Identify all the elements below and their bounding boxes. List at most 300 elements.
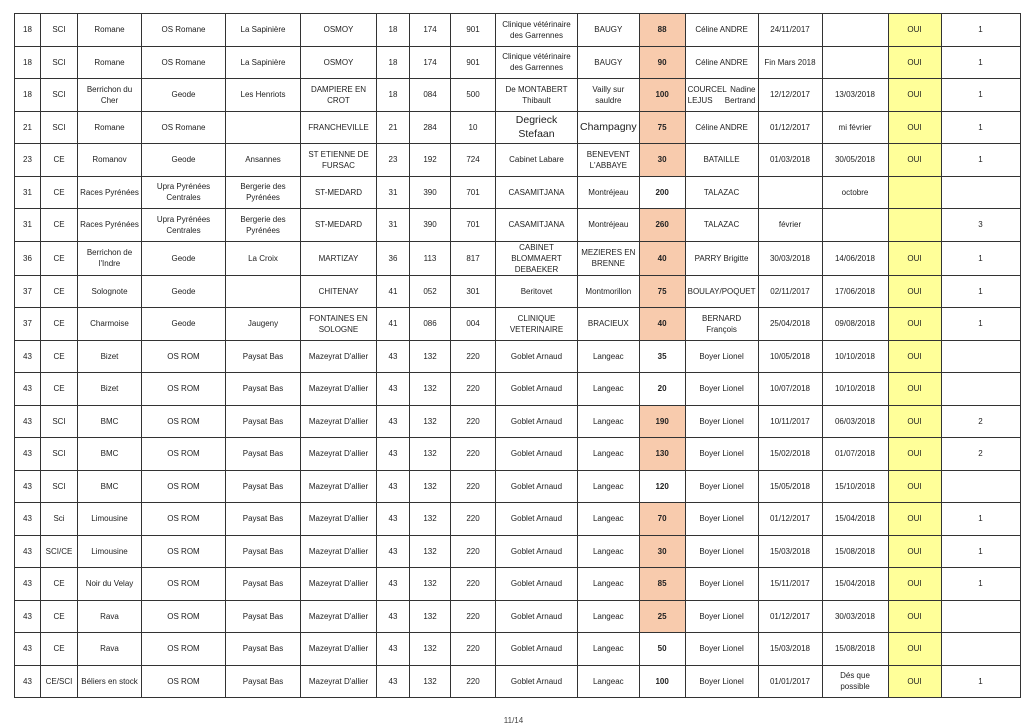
cell-organisation: OS ROM: [142, 405, 226, 438]
cell-start-date: 10/05/2018: [758, 340, 822, 373]
cell-dept-code: 43: [377, 503, 410, 536]
cell-farm-code: 220: [451, 470, 496, 503]
cell-end-date: 15/04/2018: [822, 503, 888, 536]
cell-count: 190: [639, 405, 685, 438]
cell-breed: BMC: [78, 405, 142, 438]
cell-farm: Paysat Bas: [226, 568, 301, 601]
cell-breed: BMC: [78, 470, 142, 503]
table-row: [15, 79, 1021, 112]
cell-commune-code: 132: [410, 438, 451, 471]
cell-dept: 31: [15, 176, 41, 209]
cell-end-date: octobre: [822, 176, 888, 209]
cell-dept: 43: [15, 340, 41, 373]
cell-quantity: 1: [941, 144, 1020, 177]
cell-quantity: [941, 176, 1020, 209]
cell-farm: Paysat Bas: [226, 438, 301, 471]
cell-commune: OSMOY: [301, 14, 377, 47]
cell-commune-code: 132: [410, 405, 451, 438]
cell-farm: Ansannes: [226, 144, 301, 177]
cell-organisation: OS ROM: [142, 503, 226, 536]
cell-type: CE/SCI: [41, 665, 78, 698]
cell-vet: Goblet Arnaud: [496, 535, 578, 568]
cell-start-date: 12/12/2017: [758, 79, 822, 112]
cell-type: CE: [41, 144, 78, 177]
table-row: [15, 176, 1021, 209]
cell-dept-code: 18: [377, 79, 410, 112]
cell-farm-code: 220: [451, 405, 496, 438]
cell-commune: Mazeyrat D'allier: [301, 373, 377, 406]
cell-breed: Bizet: [78, 373, 142, 406]
cell-status: OUI: [888, 144, 941, 177]
cell-start-date: 15/02/2018: [758, 438, 822, 471]
cell-commune: Mazeyrat D'allier: [301, 470, 377, 503]
cell-end-date: 15/08/2018: [822, 633, 888, 666]
cell-dept-code: 21: [377, 111, 410, 144]
table-row: [15, 275, 1021, 308]
cell-technician: Boyer Lionel: [685, 405, 758, 438]
cell-farm: Bergerie des Pyrénées: [226, 209, 301, 242]
cell-commune-code: 132: [410, 340, 451, 373]
cell-status: OUI: [888, 405, 941, 438]
cell-start-date: 10/07/2018: [758, 373, 822, 406]
cell-organisation: Geode: [142, 144, 226, 177]
cell-quantity: [941, 633, 1020, 666]
cell-technician: Boyer Lionel: [685, 503, 758, 536]
table-body: [15, 14, 1021, 698]
cell-status: OUI: [888, 308, 941, 341]
table-row: [15, 535, 1021, 568]
cell-dept-code: 43: [377, 340, 410, 373]
cell-quantity: [941, 373, 1020, 406]
cell-count: 75: [639, 275, 685, 308]
cell-farm-code: 10: [451, 111, 496, 144]
cell-vet: Goblet Arnaud: [496, 600, 578, 633]
cell-commune-code: 113: [410, 241, 451, 275]
cell-commune-code: 132: [410, 568, 451, 601]
cell-quantity: 1: [941, 275, 1020, 308]
cell-technician: Céline ANDRE: [685, 111, 758, 144]
cell-type: CE: [41, 308, 78, 341]
cell-start-date: 15/03/2018: [758, 633, 822, 666]
cell-farm-code: 817: [451, 241, 496, 275]
cell-end-date: 15/04/2018: [822, 568, 888, 601]
cell-dept-code: 31: [377, 209, 410, 242]
table-row: [15, 503, 1021, 536]
cell-vet-town: Langeac: [578, 665, 640, 698]
cell-farm-code: 004: [451, 308, 496, 341]
cell-dept-code: 43: [377, 470, 410, 503]
cell-breed: Béliers en stock: [78, 665, 142, 698]
cell-count: 40: [639, 308, 685, 341]
cell-organisation: Geode: [142, 308, 226, 341]
cell-breed: Berrichon du Cher: [78, 79, 142, 112]
cell-organisation: OS ROM: [142, 568, 226, 601]
cell-count: 30: [639, 144, 685, 177]
cell-end-date: 10/10/2018: [822, 373, 888, 406]
cell-dept: 23: [15, 144, 41, 177]
cell-status: OUI: [888, 241, 941, 275]
cell-dept: 18: [15, 14, 41, 47]
cell-count: 30: [639, 535, 685, 568]
table-row: [15, 470, 1021, 503]
cell-vet: Beritovet: [496, 275, 578, 308]
cell-breed: Bizet: [78, 340, 142, 373]
cell-vet-town: Langeac: [578, 600, 640, 633]
cell-technician: Boyer Lionel: [685, 665, 758, 698]
cell-count: 70: [639, 503, 685, 536]
cell-start-date: 01/03/2018: [758, 144, 822, 177]
cell-quantity: 1: [941, 535, 1020, 568]
cell-commune-code: 390: [410, 176, 451, 209]
cell-dept: 21: [15, 111, 41, 144]
cell-status: OUI: [888, 79, 941, 112]
cell-organisation: OS ROM: [142, 470, 226, 503]
cell-start-date: 01/12/2017: [758, 503, 822, 536]
page-number: 11/14: [503, 716, 524, 725]
cell-farm: Paysat Bas: [226, 405, 301, 438]
cell-dept-code: 41: [377, 275, 410, 308]
cell-quantity: 1: [941, 308, 1020, 341]
cell-start-date: 01/12/2017: [758, 600, 822, 633]
cell-technician: COURCEL Nadine LEJUS Bertrand: [685, 79, 758, 112]
cell-organisation: OS Romane: [142, 111, 226, 144]
cell-start-date: 01/01/2017: [758, 665, 822, 698]
cell-breed: Romane: [78, 14, 142, 47]
table-row: [15, 14, 1021, 47]
cell-farm-code: 901: [451, 46, 496, 79]
cell-farm-code: 220: [451, 600, 496, 633]
cell-start-date: 01/12/2017: [758, 111, 822, 144]
cell-count: 260: [639, 209, 685, 242]
cell-vet-town: Langeac: [578, 373, 640, 406]
cell-organisation: OS Romane: [142, 14, 226, 47]
cell-farm-code: 220: [451, 633, 496, 666]
cell-breed: Races Pyrénées: [78, 176, 142, 209]
cell-vet-town: Langeac: [578, 503, 640, 536]
cell-organisation: Upra Pyrénées Centrales: [142, 209, 226, 242]
cell-type: SCI/CE: [41, 535, 78, 568]
cell-end-date: 30/03/2018: [822, 600, 888, 633]
cell-start-date: 10/11/2017: [758, 405, 822, 438]
cell-organisation: Geode: [142, 241, 226, 275]
cell-commune-code: 284: [410, 111, 451, 144]
cell-dept: 43: [15, 470, 41, 503]
cell-vet-town: Champagny: [578, 111, 640, 144]
cell-end-date: 10/10/2018: [822, 340, 888, 373]
cell-breed: Romane: [78, 46, 142, 79]
cell-commune-code: 390: [410, 209, 451, 242]
cell-status: [888, 176, 941, 209]
cell-count: 85: [639, 568, 685, 601]
cell-breed: Limousine: [78, 503, 142, 536]
cell-commune: OSMOY: [301, 46, 377, 79]
cell-farm-code: 220: [451, 373, 496, 406]
cell-quantity: [941, 470, 1020, 503]
cell-commune: ST-MEDARD: [301, 209, 377, 242]
cell-farm: Paysat Bas: [226, 470, 301, 503]
cell-status: OUI: [888, 14, 941, 47]
cell-vet: Clinique vétérinaire des Garrennes: [496, 46, 578, 79]
cell-dept-code: 43: [377, 438, 410, 471]
cell-commune: CHITENAY: [301, 275, 377, 308]
cell-commune-code: 132: [410, 470, 451, 503]
cell-end-date: 17/06/2018: [822, 275, 888, 308]
cell-count: 120: [639, 470, 685, 503]
cell-farm: Paysat Bas: [226, 600, 301, 633]
cell-quantity: [941, 600, 1020, 633]
table-row: [15, 665, 1021, 698]
cell-commune: Mazeyrat D'allier: [301, 600, 377, 633]
cell-vet-town: Montréjeau: [578, 209, 640, 242]
cell-status: OUI: [888, 470, 941, 503]
cell-commune: FONTAINES EN SOLOGNE: [301, 308, 377, 341]
cell-status: OUI: [888, 275, 941, 308]
cell-breed: Races Pyrénées: [78, 209, 142, 242]
cell-vet-town: Langeac: [578, 633, 640, 666]
cell-dept: 43: [15, 503, 41, 536]
cell-dept-code: 43: [377, 568, 410, 601]
cell-organisation: Geode: [142, 79, 226, 112]
cell-start-date: 15/03/2018: [758, 535, 822, 568]
cell-commune: Mazeyrat D'allier: [301, 340, 377, 373]
cell-vet: CABINET BLOMMAERT DEBAEKER: [496, 241, 578, 275]
cell-technician: TALAZAC: [685, 176, 758, 209]
cell-quantity: 1: [941, 241, 1020, 275]
cell-breed: Noir du Velay: [78, 568, 142, 601]
cell-dept: 37: [15, 275, 41, 308]
cell-vet-town: Langeac: [578, 340, 640, 373]
cell-vet: Goblet Arnaud: [496, 665, 578, 698]
cell-end-date: 30/05/2018: [822, 144, 888, 177]
spreadsheet-page: [14, 13, 1021, 698]
cell-count: 90: [639, 46, 685, 79]
cell-vet: Goblet Arnaud: [496, 503, 578, 536]
cell-quantity: [941, 340, 1020, 373]
cell-end-date: 14/06/2018: [822, 241, 888, 275]
cell-quantity: 1: [941, 503, 1020, 536]
cell-dept-code: 36: [377, 241, 410, 275]
table-row: [15, 209, 1021, 242]
cell-status: OUI: [888, 438, 941, 471]
cell-commune-code: 086: [410, 308, 451, 341]
cell-technician: Boyer Lionel: [685, 373, 758, 406]
table-row: [15, 438, 1021, 471]
cell-commune: Mazeyrat D'allier: [301, 535, 377, 568]
cell-quantity: 1: [941, 111, 1020, 144]
cell-farm: Paysat Bas: [226, 665, 301, 698]
cell-type: SCI: [41, 111, 78, 144]
cell-farm-code: 701: [451, 209, 496, 242]
cell-commune-code: 084: [410, 79, 451, 112]
cell-technician: Boyer Lionel: [685, 568, 758, 601]
cell-organisation: OS ROM: [142, 373, 226, 406]
cell-status: OUI: [888, 665, 941, 698]
cell-dept: 43: [15, 373, 41, 406]
cell-farm: Jaugeny: [226, 308, 301, 341]
cell-start-date: 30/03/2018: [758, 241, 822, 275]
cell-organisation: OS ROM: [142, 600, 226, 633]
cell-quantity: 2: [941, 405, 1020, 438]
cell-status: OUI: [888, 340, 941, 373]
cell-count: 100: [639, 665, 685, 698]
cell-farm: Les Henriots: [226, 79, 301, 112]
cell-status: OUI: [888, 46, 941, 79]
cell-farm-code: 220: [451, 438, 496, 471]
cell-count: 200: [639, 176, 685, 209]
cell-end-date: 15/10/2018: [822, 470, 888, 503]
table-row: [15, 340, 1021, 373]
cell-farm-code: 701: [451, 176, 496, 209]
cell-dept: 37: [15, 308, 41, 341]
cell-dept: 18: [15, 79, 41, 112]
cell-count: 50: [639, 633, 685, 666]
cell-dept: 43: [15, 438, 41, 471]
cell-technician: Boyer Lionel: [685, 600, 758, 633]
cell-quantity: 1: [941, 14, 1020, 47]
cell-breed: Rava: [78, 600, 142, 633]
cell-vet-town: Langeac: [578, 568, 640, 601]
cell-commune: ST ETIENNE DE FURSAC: [301, 144, 377, 177]
cell-technician: PARRY Brigitte: [685, 241, 758, 275]
cell-breed: Romanov: [78, 144, 142, 177]
cell-dept: 43: [15, 600, 41, 633]
cell-breed: Charmoise: [78, 308, 142, 341]
cell-type: Sci: [41, 503, 78, 536]
table-row: [15, 144, 1021, 177]
table-row: [15, 405, 1021, 438]
cell-organisation: OS ROM: [142, 535, 226, 568]
cell-technician: Boyer Lionel: [685, 438, 758, 471]
cell-count: 20: [639, 373, 685, 406]
cell-commune-code: 132: [410, 373, 451, 406]
cell-commune: Mazeyrat D'allier: [301, 503, 377, 536]
cell-farm: La Croix: [226, 241, 301, 275]
cell-vet: Goblet Arnaud: [496, 568, 578, 601]
cell-farm-code: 220: [451, 568, 496, 601]
cell-vet: Cabinet Labare: [496, 144, 578, 177]
cell-farm-code: 220: [451, 665, 496, 698]
cell-commune-code: 192: [410, 144, 451, 177]
cell-type: SCI: [41, 470, 78, 503]
cell-status: OUI: [888, 373, 941, 406]
cell-farm-code: 724: [451, 144, 496, 177]
cell-farm-code: 901: [451, 14, 496, 47]
cell-count: 130: [639, 438, 685, 471]
cell-quantity: 3: [941, 209, 1020, 242]
cell-technician: BATAILLE: [685, 144, 758, 177]
cell-vet: CLINIQUE VETERINAIRE: [496, 308, 578, 341]
cell-vet-town: Montmorillon: [578, 275, 640, 308]
cell-dept-code: 18: [377, 14, 410, 47]
cell-end-date: 06/03/2018: [822, 405, 888, 438]
cell-end-date: 09/08/2018: [822, 308, 888, 341]
cell-start-date: 02/11/2017: [758, 275, 822, 308]
cell-technician: Boyer Lionel: [685, 633, 758, 666]
cell-commune: ST-MEDARD: [301, 176, 377, 209]
cell-end-date: [822, 46, 888, 79]
cell-end-date: 01/07/2018: [822, 438, 888, 471]
cell-dept-code: 31: [377, 176, 410, 209]
table-row: [15, 373, 1021, 406]
cell-type: CE: [41, 176, 78, 209]
cell-farm: Bergerie des Pyrénées: [226, 176, 301, 209]
cell-type: SCI: [41, 46, 78, 79]
cell-commune: Mazeyrat D'allier: [301, 568, 377, 601]
cell-dept: 36: [15, 241, 41, 275]
cell-dept: 43: [15, 633, 41, 666]
cell-farm-code: 220: [451, 503, 496, 536]
cell-commune: FRANCHEVILLE: [301, 111, 377, 144]
cell-commune: DAMPIERE EN CROT: [301, 79, 377, 112]
cell-count: 75: [639, 111, 685, 144]
cell-breed: BMC: [78, 438, 142, 471]
cell-dept: 43: [15, 405, 41, 438]
cell-type: CE: [41, 241, 78, 275]
cell-breed: Romane: [78, 111, 142, 144]
cell-vet: Goblet Arnaud: [496, 438, 578, 471]
cell-vet-town: BAUGY: [578, 46, 640, 79]
cell-commune: Mazeyrat D'allier: [301, 665, 377, 698]
cell-breed: Limousine: [78, 535, 142, 568]
cell-commune-code: 132: [410, 633, 451, 666]
cell-start-date: 25/04/2018: [758, 308, 822, 341]
cell-farm: [226, 111, 301, 144]
cell-dept-code: 43: [377, 535, 410, 568]
cell-vet-town: Montréjeau: [578, 176, 640, 209]
cell-count: 88: [639, 14, 685, 47]
cell-end-date: [822, 209, 888, 242]
cell-vet-town: Langeac: [578, 405, 640, 438]
cell-technician: Céline ANDRE: [685, 14, 758, 47]
cell-farm: Paysat Bas: [226, 340, 301, 373]
cell-dept: 18: [15, 46, 41, 79]
cell-vet: De MONTABERT Thibault: [496, 79, 578, 112]
cell-type: CE: [41, 600, 78, 633]
cell-farm-code: 301: [451, 275, 496, 308]
table-row: [15, 46, 1021, 79]
cell-vet: Goblet Arnaud: [496, 405, 578, 438]
cell-dept-code: 23: [377, 144, 410, 177]
cell-count: 100: [639, 79, 685, 112]
cell-organisation: Upra Pyrénées Centrales: [142, 176, 226, 209]
cell-dept-code: 43: [377, 600, 410, 633]
cell-status: [888, 209, 941, 242]
cell-commune-code: 132: [410, 600, 451, 633]
cell-vet: CASAMITJANA: [496, 176, 578, 209]
cell-vet-town: BRACIEUX: [578, 308, 640, 341]
cell-start-date: [758, 176, 822, 209]
cell-vet-town: Langeac: [578, 470, 640, 503]
cell-type: CE: [41, 275, 78, 308]
cell-vet-town: BENEVENT L'ABBAYE: [578, 144, 640, 177]
cell-start-date: février: [758, 209, 822, 242]
cell-farm: La Sapinière: [226, 46, 301, 79]
cell-type: CE: [41, 373, 78, 406]
cell-dept: 43: [15, 535, 41, 568]
cell-organisation: OS ROM: [142, 665, 226, 698]
cell-commune-code: 132: [410, 535, 451, 568]
cell-organisation: OS ROM: [142, 438, 226, 471]
cell-farm-code: 220: [451, 535, 496, 568]
cell-vet: Clinique vétérinaire des Garrennes: [496, 14, 578, 47]
cell-type: SCI: [41, 405, 78, 438]
cell-status: OUI: [888, 568, 941, 601]
cell-organisation: OS Romane: [142, 46, 226, 79]
cell-technician: Boyer Lionel: [685, 340, 758, 373]
cell-type: CE: [41, 633, 78, 666]
cell-commune: Mazeyrat D'allier: [301, 633, 377, 666]
cell-vet-town: BAUGY: [578, 14, 640, 47]
